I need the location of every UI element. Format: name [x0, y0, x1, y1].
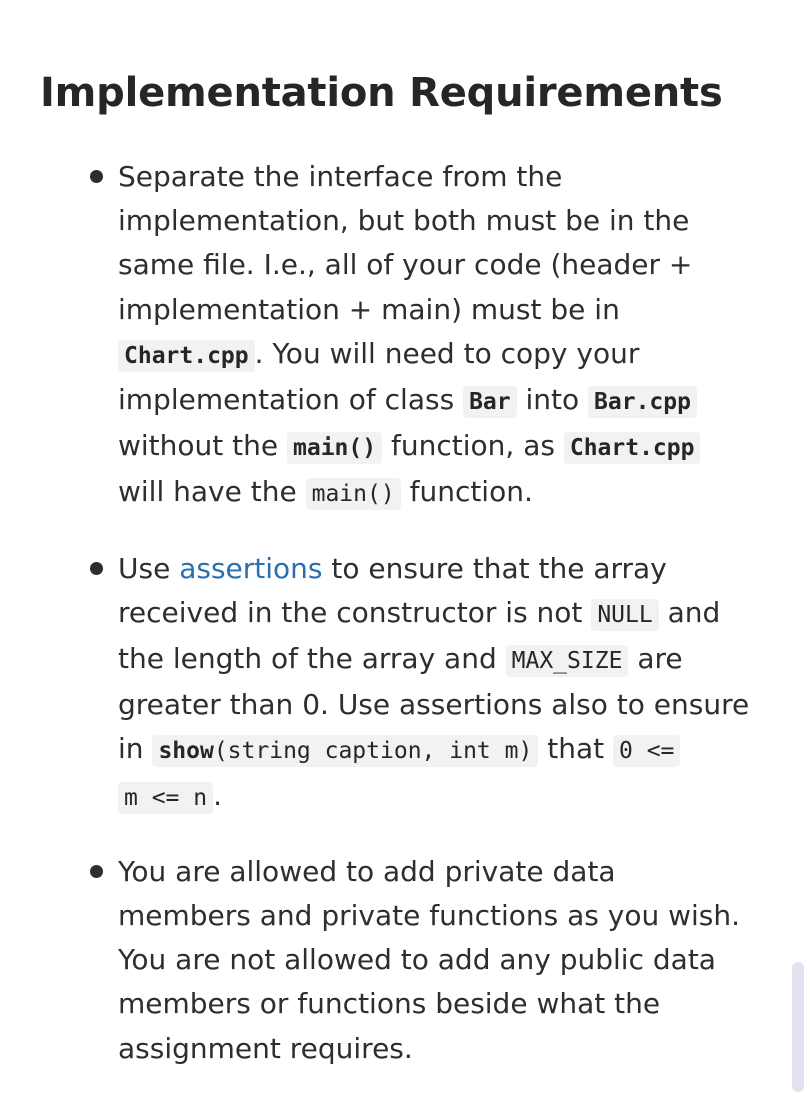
section-heading: Implementation Requirements	[40, 70, 723, 116]
inline-code: Chart.cpp	[564, 432, 701, 464]
requirements-list	[88, 155, 748, 1101]
text-line: in show(string caption, int m) that 0 <=	[118, 727, 748, 773]
text-line: m <= n .	[118, 774, 748, 820]
requirement-item-2	[88, 547, 748, 820]
bullet-icon	[90, 170, 103, 183]
text-line: Use assertions to ensure that the array	[118, 551, 667, 585]
text-line: without the main() function, as Chart.cpp	[118, 424, 748, 470]
text-line: Chart.cpp . You will need to copy your	[118, 332, 748, 378]
inline-code: Chart.cpp	[118, 340, 255, 372]
text-line: implementation + main) must be in	[118, 292, 620, 326]
inline-code: main()	[287, 432, 382, 464]
assertions-link[interactable]: assertions	[179, 551, 323, 585]
inline-code: main()	[306, 478, 401, 510]
inline-code: show(string caption, int m)	[152, 735, 538, 767]
inline-code: Bar.cpp	[588, 386, 697, 418]
text-line: assignment requires.	[118, 1031, 413, 1065]
text-line: members and private functions as you wish.	[118, 899, 741, 933]
text-line: members or functions beside what the	[118, 987, 661, 1021]
text-line: greater than 0. Use assertions also to ensure	[118, 688, 750, 722]
bullet-icon	[90, 865, 103, 878]
text-line: received in the constructor is not NULL and	[118, 595, 721, 629]
text-line: You are not allowed to add any public data	[118, 943, 716, 977]
requirement-item-1	[88, 155, 748, 517]
bullet-icon	[90, 562, 103, 575]
text-line: will have the main() function.	[118, 475, 533, 509]
text-line: implementation, but both must be in the	[118, 204, 690, 238]
inline-code: Bar	[463, 386, 517, 418]
text-line: same file. I.e., all of your code (header +	[118, 248, 693, 282]
inline-code: NULL	[591, 599, 658, 631]
inline-code: MAX_SIZE	[506, 645, 629, 677]
text-line: the length of the array and MAX_SIZE are	[118, 642, 683, 676]
scrollbar[interactable]	[792, 962, 804, 1092]
inline-code: 0 <=	[613, 735, 680, 767]
text-line: implementation of class Bar into Bar.cpp	[118, 378, 748, 424]
text-line: Separate the interface from the	[118, 160, 563, 193]
inline-code: m <= n	[118, 782, 213, 814]
text-line: You are allowed to add private data	[118, 854, 616, 888]
requirement-item-3	[88, 850, 748, 1071]
